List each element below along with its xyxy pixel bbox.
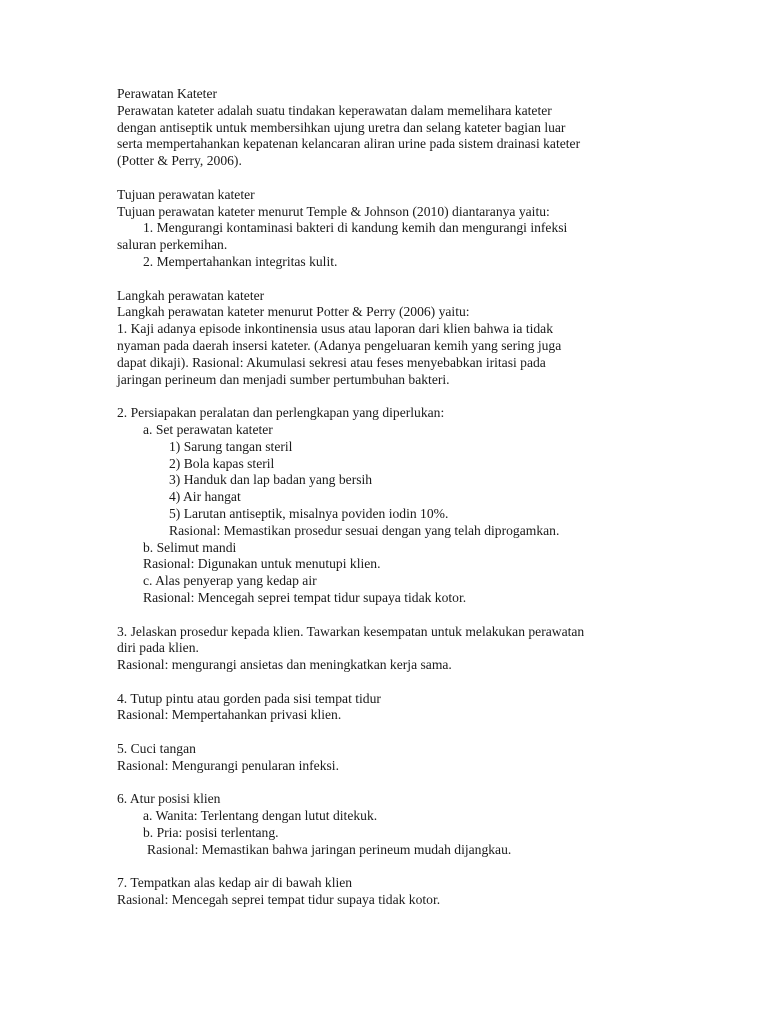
step-1-line: nyaman pada daerah insersi kateter. (Adanya pengeluaran kemih yang sering juga <box>117 337 562 353</box>
step-6-rasional: Rasional: Memastikan bahwa jaringan perineum mudah dijangkau. <box>147 841 512 857</box>
paragraph-gap <box>117 170 657 187</box>
step-5-line: 5. Cuci tangan <box>117 741 196 757</box>
step-4-line: 4. Tutup pintu atau gorden pada sisi tempat tidur <box>117 690 381 706</box>
intro-heading: Perawatan Kateter <box>117 86 218 101</box>
step-2-a-title: a. Set perawatan kateter <box>143 421 273 437</box>
step-1-line: dapat dikaji). Rasional: Akumulasi sekresi atau feses menyebabkan iritasi pada <box>117 354 546 370</box>
step-1 <box>117 321 657 388</box>
step-2-b-rasional: Rasional: Digunakan untuk menutupi klien. <box>143 556 381 572</box>
paragraph-gap <box>117 775 657 792</box>
step-2-c-rasional: Rasional: Mencegah seprei tempat tidur supaya tidak kotor. <box>143 589 467 605</box>
intro-line: serta mempertahankan kepatenan kelancaran aliran urine pada sistem drainasi kateter <box>117 136 581 152</box>
step-1-line: 1. Kaji adanya episode inkontinensia usus atau laporan dari klien bahwa ia tidak <box>117 321 554 337</box>
step-1-line: jaringan perineum dan menjadi sumber pertumbuhan bakteri. <box>117 371 450 387</box>
step-2-a-item: 3) Handuk dan lap badan yang bersih <box>169 472 373 488</box>
step-3-line: diri pada klien. <box>117 640 199 656</box>
langkah-heading: Langkah perawatan kateter <box>117 287 265 303</box>
tujuan-item-1: 1. Mengurangi kontaminasi bakteri di kandung kemih dan mengurangi infeksi <box>143 220 568 236</box>
langkah-lead: Langkah perawatan kateter menurut Potter & Perry (2006) yaitu: <box>117 304 470 320</box>
step-2-c-title: c. Alas penyerap yang kedap air <box>143 573 317 589</box>
step-3-line: 3. Jelaskan prosedur kepada klien. Tawarkan kesempatan untuk melakukan perawatan <box>117 623 585 639</box>
intro-line: (Potter & Perry, 2006). <box>117 153 242 169</box>
step-4 <box>117 691 657 725</box>
langkah-section <box>117 288 657 909</box>
tujuan-item-1-continued: saluran perkemihan. <box>117 237 228 253</box>
step-6-a: a. Wanita: Terlentang dengan lutut ditekuk. <box>143 808 378 824</box>
paragraph-gap <box>117 859 657 876</box>
step-2-a-rasional: Rasional: Memastikan prosedur sesuai dengan yang telah diprogamkan. <box>169 522 560 538</box>
paragraph-gap <box>117 674 657 691</box>
paragraph-gap <box>117 271 657 288</box>
document-page <box>117 86 657 909</box>
tujuan-heading: Tujuan perawatan kateter <box>117 186 255 202</box>
step-6-b: b. Pria: posisi terlentang. <box>143 825 279 841</box>
step-7 <box>117 875 657 909</box>
paragraph-gap <box>117 607 657 624</box>
step-7-rasional: Rasional: Mencegah seprei tempat tidur supaya tidak kotor. <box>117 892 441 908</box>
intro-line: dengan antiseptik untuk membersihkan ujung uretra dan selang kateter bagian luar <box>117 119 566 135</box>
step-4-rasional: Rasional: Mempertahankan privasi klien. <box>117 707 342 723</box>
paragraph-gap <box>117 388 657 405</box>
tujuan-lead: Tujuan perawatan kateter menurut Temple & Johnson (2010) diantaranya yaitu: <box>117 203 550 219</box>
paragraph-gap <box>117 724 657 741</box>
tujuan-item-2: 2. Mempertahankan integritas kulit. <box>143 253 338 269</box>
step-2-a-item: 2) Bola kapas steril <box>169 455 275 471</box>
step-2-a-item: 5) Larutan antiseptik, misalnya poviden iodin 10%. <box>169 505 449 521</box>
step-3 <box>117 624 657 674</box>
intro-line: Perawatan kateter adalah suatu tindakan keperawatan dalam memelihara kateter <box>117 102 552 118</box>
step-2 <box>117 405 657 607</box>
tujuan-section <box>117 187 657 271</box>
intro-section <box>117 86 657 170</box>
step-2-a-item: 1) Sarung tangan steril <box>169 438 293 454</box>
step-2-a-item: 4) Air hangat <box>169 489 241 505</box>
step-6 <box>117 791 657 858</box>
step-2-b-title: b. Selimut mandi <box>143 539 237 555</box>
step-3-rasional: Rasional: mengurangi ansietas dan meningkatkan kerja sama. <box>117 657 452 673</box>
step-7-line: 7. Tempatkan alas kedap air di bawah klien <box>117 875 353 891</box>
step-5 <box>117 741 657 775</box>
step-2-title: 2. Persiapakan peralatan dan perlengkapan yang diperlukan: <box>117 405 445 421</box>
step-5-rasional: Rasional: Mengurangi penularan infeksi. <box>117 757 339 773</box>
step-6-title: 6. Atur posisi klien <box>117 791 221 807</box>
